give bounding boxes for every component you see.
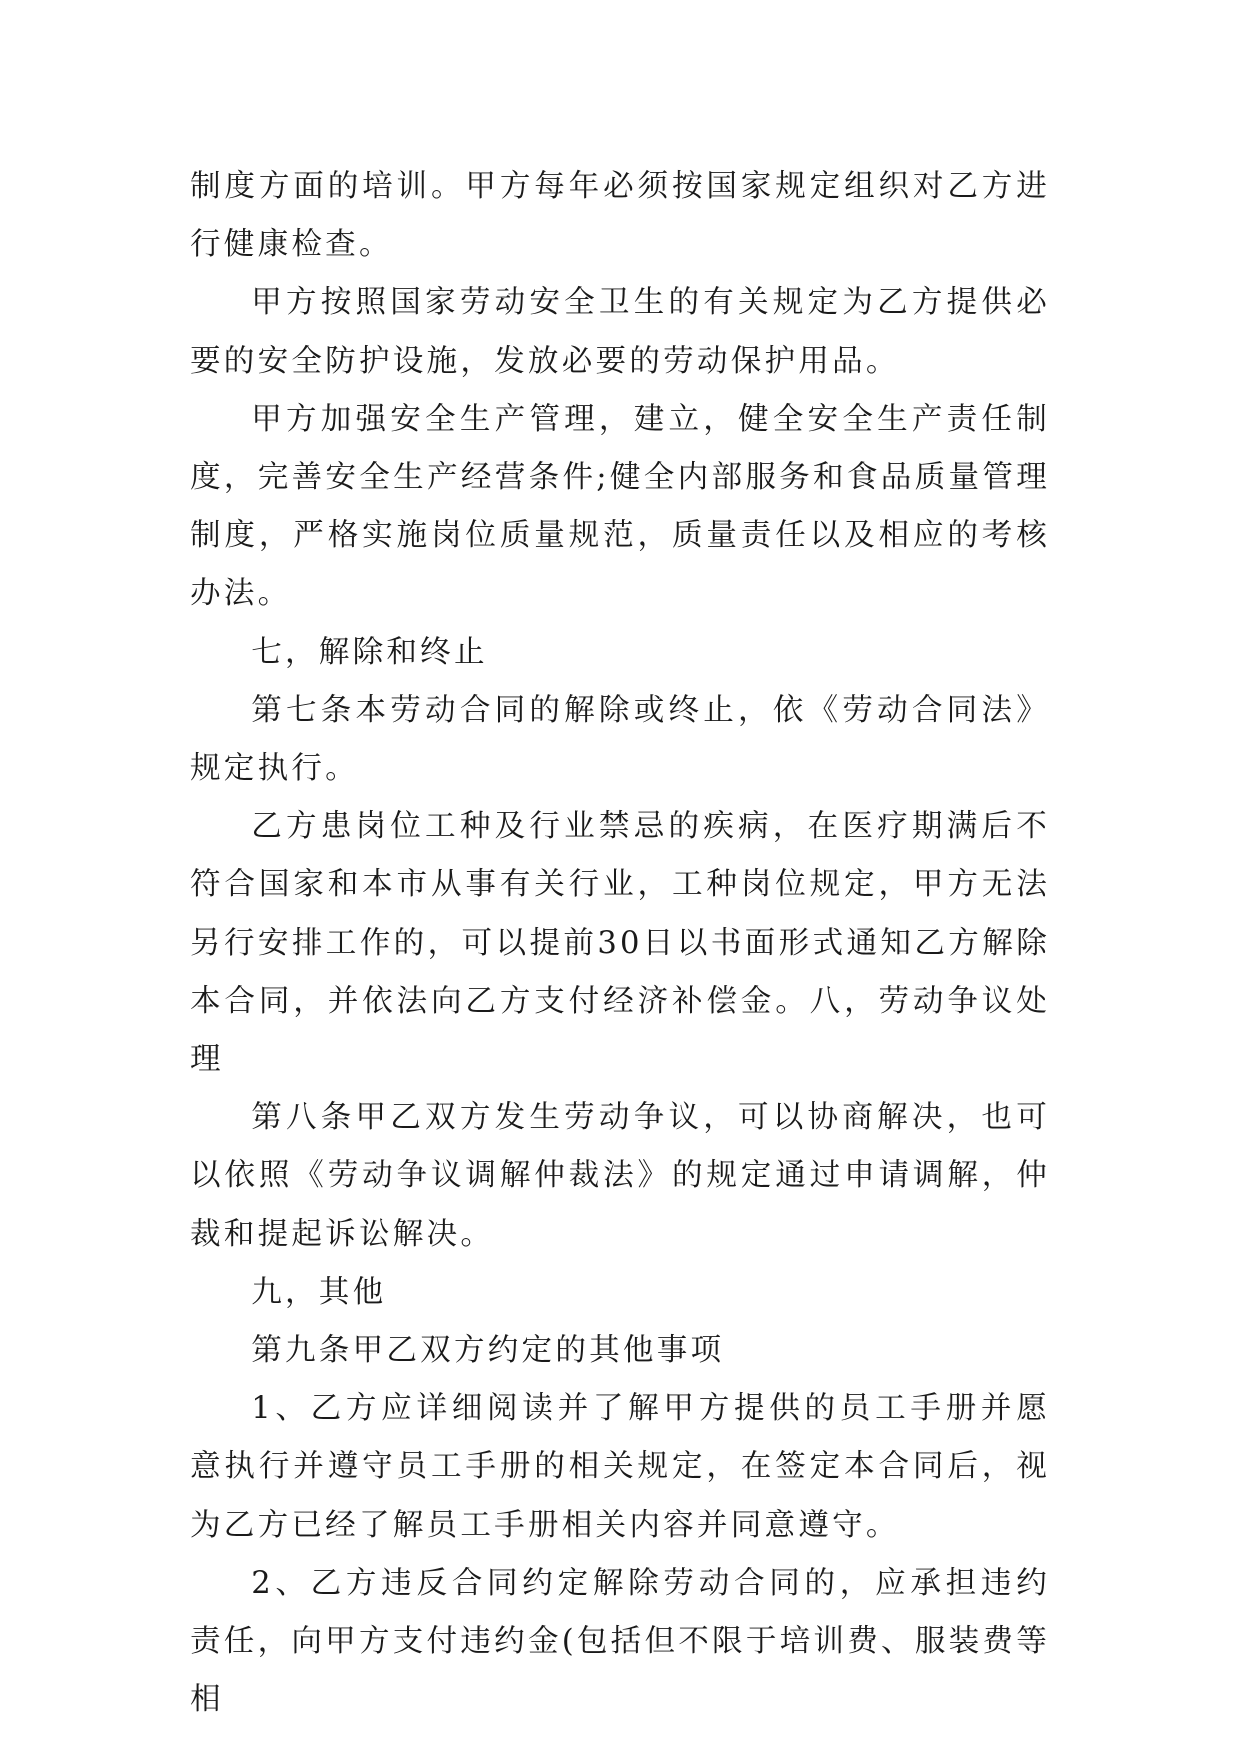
list-item-2: 2、乙方违反合同约定解除劳动合同的，应承担违约责任，向甲方支付违约金(包括但不限于培训费、服装费等相 <box>190 1565 1050 1718</box>
paragraph-1: 制度方面的培训。甲方每年必须按国家规定组织对乙方进行健康检查。 <box>190 169 1050 263</box>
article-8: 第八条甲乙双方发生劳动争议，可以协商解决，也可以依照《劳动争议调解仲裁法》的规定通过申请调解，仲裁和提起诉讼解决。 <box>190 1100 1050 1252</box>
document-body <box>190 158 1050 1729</box>
paragraph-6: 乙方患岗位工种及行业禁忌的疾病，在医疗期满后不符合国家和本市从事有关行业，工种岗位规定，甲方无法另行安排工作的，可以提前30日以书面形式通知乙方解除本合同，并依法向乙方支付经济补偿金。八，劳动争议处理 <box>190 809 1050 1078</box>
article-7: 第七条本劳动合同的解除或终止，依《劳动合同法》规定执行。 <box>190 692 1050 787</box>
article-9: 第九条甲乙双方约定的其他事项 <box>251 1333 725 1369</box>
paragraph-3: 甲方加强安全生产管理，建立，健全安全生产责任制度，完善安全生产经营条件;健全内部服务和食品质量管理制度，严格实施岗位质量规范，质量责任以及相应的考核办法。 <box>190 401 1050 612</box>
paragraph-2: 甲方按照国家劳动安全卫生的有关规定为乙方提供必要的安全防护设施，发放必要的劳动保护用品。 <box>190 285 1050 379</box>
section-heading-9: 九，其他 <box>251 1274 387 1310</box>
section-heading-7: 七，解除和终止 <box>251 634 488 670</box>
list-item-1: 1、乙方应详细阅读并了解甲方提供的员工手册并愿意执行并遵守员工手册的相关规定，在签定本合同后，视为乙方已经了解员工手册相关内容并同意遵守。 <box>190 1391 1050 1543</box>
